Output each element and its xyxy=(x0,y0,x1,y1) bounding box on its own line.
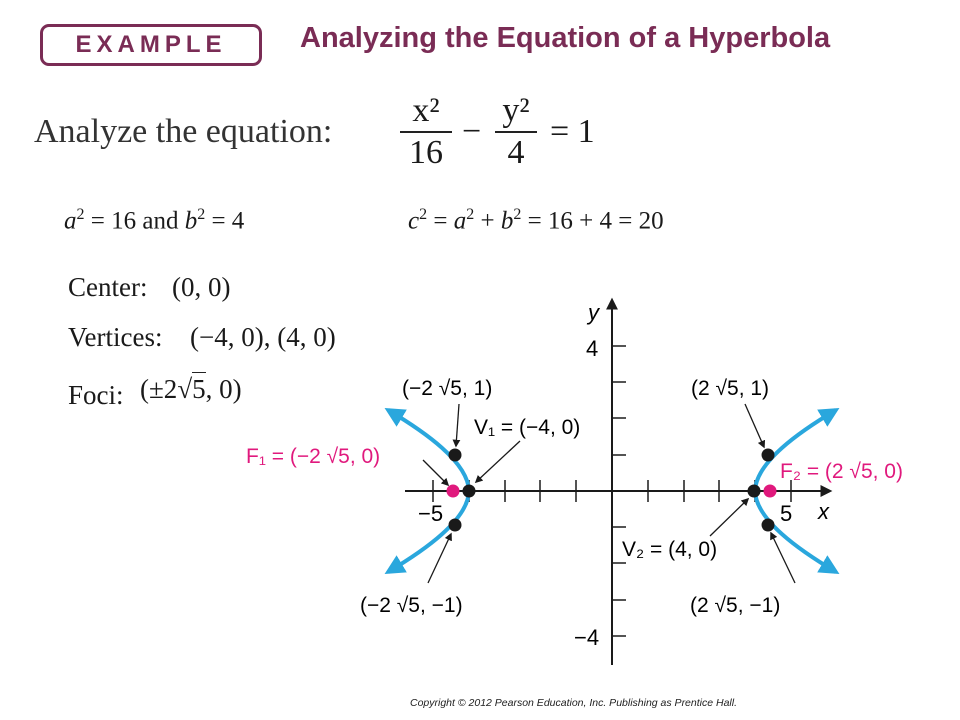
exponent: 2 xyxy=(76,206,85,223)
b-value: = 4 xyxy=(211,207,245,235)
label-right-lower: (2 √5, −1) xyxy=(690,594,781,617)
fraction-y-denominator: 4 xyxy=(507,134,525,171)
var-b: b xyxy=(500,207,514,235)
x-axis-label: x xyxy=(818,499,829,524)
vertices-label: Vertices: xyxy=(68,322,163,352)
x-tick-label-left: −5 xyxy=(418,501,444,526)
point-left-lower xyxy=(449,519,462,532)
var-c: c xyxy=(408,207,420,235)
center-value: (0, 0) xyxy=(172,272,231,302)
foci-value: (±2√5, 0) xyxy=(140,374,242,404)
y-tick-label-bottom: −4 xyxy=(574,625,600,650)
foci-label: Foci: xyxy=(68,380,124,410)
plus: + xyxy=(480,207,495,235)
exponent: 2 xyxy=(466,206,475,223)
label-v2: V₂ = (4, 0) xyxy=(622,538,718,561)
point-right-upper xyxy=(762,449,775,462)
fraction-y-numerator: y² xyxy=(502,92,530,129)
var-a: a xyxy=(64,207,77,235)
vertices-value: (−4, 0), (4, 0) xyxy=(190,322,336,352)
problem-prompt: Analyze the equation: xyxy=(34,113,333,150)
c-result: = 16 + 4 = 20 xyxy=(527,207,664,235)
a-value: = 16 and xyxy=(90,207,179,235)
label-f1: F₁ = (−2 √5, 0) xyxy=(246,445,381,468)
equals: = xyxy=(433,207,448,235)
y-tick-label-top: 4 xyxy=(586,336,599,361)
exponent: 2 xyxy=(513,206,522,223)
fraction-x-numerator: x² xyxy=(412,92,440,129)
label-left-lower: (−2 √5, −1) xyxy=(360,594,463,617)
label-f2: F₂ = (2 √5, 0) xyxy=(780,460,903,483)
exponent: 2 xyxy=(419,206,428,223)
slide-title: Analyzing the Equation of a Hyperbola xyxy=(300,22,831,54)
focus-f2 xyxy=(764,485,777,498)
foci-radicand: 5 xyxy=(192,374,206,404)
vertex-v1 xyxy=(463,485,476,498)
y-axis-label: y xyxy=(588,300,599,325)
equation-rhs: = 1 xyxy=(550,113,595,150)
foci-suffix: , 0) xyxy=(205,374,242,404)
point-left-upper xyxy=(449,449,462,462)
copyright-notice: Copyright © 2012 Pearson Education, Inc. Publishing as Prentice Hall. xyxy=(410,697,738,709)
minus-sign: − xyxy=(462,113,482,150)
var-a: a xyxy=(453,207,467,235)
point-right-lower xyxy=(762,519,775,532)
exponent: 2 xyxy=(197,206,206,223)
focus-f1 xyxy=(447,485,460,498)
foci-prefix: (±2 xyxy=(140,374,178,404)
var-b: b xyxy=(184,207,198,235)
label-right-upper: (2 √5, 1) xyxy=(691,377,770,400)
vertex-v2 xyxy=(748,485,761,498)
example-badge: EXAMPLE xyxy=(40,24,262,66)
label-left-upper: (−2 √5, 1) xyxy=(402,377,493,400)
center-label: Center: xyxy=(68,272,148,302)
x-tick-label-right: 5 xyxy=(780,501,793,526)
label-v1: V₁ = (−4, 0) xyxy=(474,416,581,439)
fraction-x-denominator: 16 xyxy=(409,134,443,171)
